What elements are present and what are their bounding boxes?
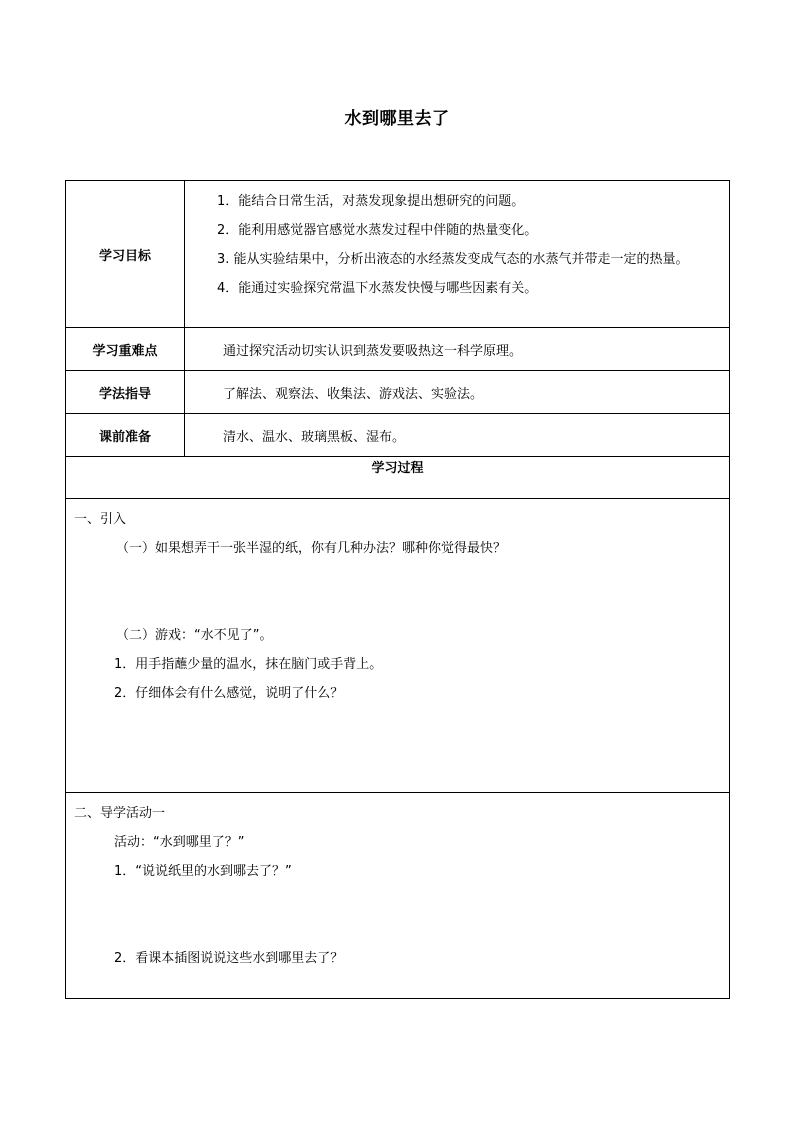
goals-row [66, 181, 730, 328]
page-title: 水到哪里去了 [344, 109, 450, 129]
section-activity-row [66, 793, 730, 999]
step-item: 2．仔细体会有什么感觉，说明了什么？ [114, 686, 344, 701]
section-activity [66, 793, 730, 999]
goal-item: 3. 能从实验结果中，分析出液态的水经蒸发变成气态的水蒸气并带走一定的热量。 [217, 252, 689, 267]
goal-item: 2．能利用感觉器官感觉水蒸发过程中伴随的热量变化。 [217, 223, 538, 238]
lesson-plan-table [65, 180, 730, 999]
process-header-row [66, 457, 730, 499]
goal-item: 1．能结合日常生活，对蒸发现象提出想研究的问题。 [217, 194, 525, 209]
key-points-label: 学习重难点 [66, 328, 185, 371]
methods-content: 了解法、观察法、收集法、游戏法、实验法。 [185, 371, 730, 414]
step-item: 1．用手指蘸少量的温水，抹在脑门或手背上。 [114, 657, 383, 672]
step-item: 1．“说说纸里的水到哪去了？” [114, 864, 292, 879]
preparation-content: 清水、温水、玻璃黑板、湿布。 [185, 414, 730, 457]
activity-title: 活动：“水到哪里了？” [114, 835, 245, 850]
section-heading: 一、引入 [74, 512, 127, 527]
methods-row [66, 371, 730, 414]
goal-item: 4．能通过实验探究常温下水蒸发快慢与哪些因素有关。 [217, 281, 538, 296]
goals-content [185, 181, 730, 328]
section-intro-row [66, 499, 730, 793]
question-item: （一）如果想弄干一张半湿的纸，你有几种办法？哪种你觉得最快？ [116, 541, 507, 556]
goals-label: 学习目标 [66, 181, 185, 328]
preparation-row [66, 414, 730, 457]
methods-label: 学法指导 [66, 371, 185, 414]
key-points-row [66, 328, 730, 371]
process-header: 学习过程 [66, 457, 730, 499]
preparation-label: 课前准备 [66, 414, 185, 457]
step-item: 2．看课本插图说说这些水到哪里去了？ [114, 951, 344, 966]
section-intro [66, 499, 730, 793]
key-points-content: 通过探究活动切实认识到蒸发要吸热这一科学原理。 [185, 328, 730, 371]
question-item: （二）游戏：“水不见了”。 [116, 628, 273, 643]
section-heading: 二、导学活动一 [74, 806, 166, 821]
